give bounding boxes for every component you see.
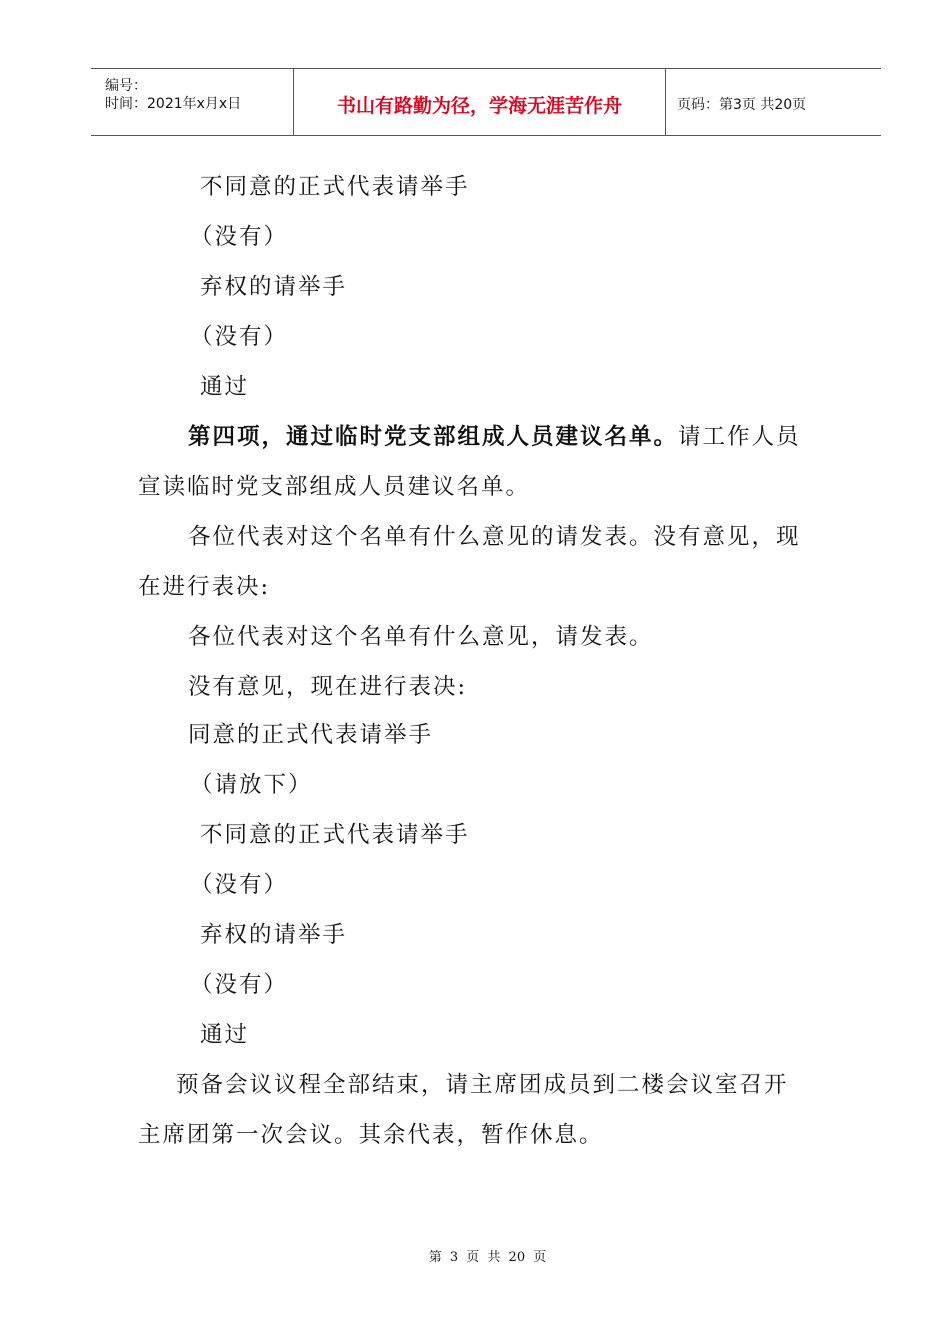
page-header <box>91 68 881 136</box>
body-line: 预备会议议程全部结束，请主席团成员到二楼会议室召开 <box>176 1072 789 1098</box>
section-heading: 第四项，通过临时党支部组成人员建议名单。 <box>188 424 679 450</box>
motto-text: 书山有路勤为径，学海无涯苦作舟 <box>336 95 622 117</box>
date-label: 时间：2021年x月x日 <box>105 96 242 112</box>
header-info-cell <box>91 69 293 135</box>
body-line: 弃权的请举手 <box>200 922 348 948</box>
serial-number-label: 编号： <box>105 78 147 94</box>
body-line: （请放下） <box>190 772 313 798</box>
body-line: 各位代表对这个名单有什么意见的请发表。没有意见，现 <box>188 524 801 550</box>
body-line: 主席团第一次会议。其余代表，暂作休息。 <box>138 1122 604 1148</box>
body-line: 同意的正式代表请举手 <box>188 722 434 748</box>
body-line: 各位代表对这个名单有什么意见，请发表。 <box>188 624 654 650</box>
header-page-number: 页码：第3页 共20页 <box>677 97 807 113</box>
body-line: （没有） <box>190 224 289 250</box>
section-text: 请工作人员 <box>678 424 801 450</box>
body-line: 不同意的正式代表请举手 <box>200 822 470 848</box>
body-line: 不同意的正式代表请举手 <box>200 174 470 200</box>
body-line: 弃权的请举手 <box>200 274 348 300</box>
body-line: （没有） <box>190 872 289 898</box>
header-page-cell <box>666 69 881 135</box>
body-line-section-four <box>188 422 801 452</box>
body-line: 通过 <box>200 1022 250 1048</box>
body-line: 没有意见，现在进行表决: <box>188 674 468 700</box>
body-line: 通过 <box>200 374 250 400</box>
body-line: （没有） <box>190 972 289 998</box>
body-line: 在进行表决: <box>138 574 271 600</box>
header-motto-cell <box>293 69 666 135</box>
body-line: （没有） <box>190 324 289 350</box>
page-footer: 第 3 页 共 20 页 <box>428 1250 547 1265</box>
body-line: 宣读临时党支部组成人员建议名单。 <box>138 474 531 500</box>
